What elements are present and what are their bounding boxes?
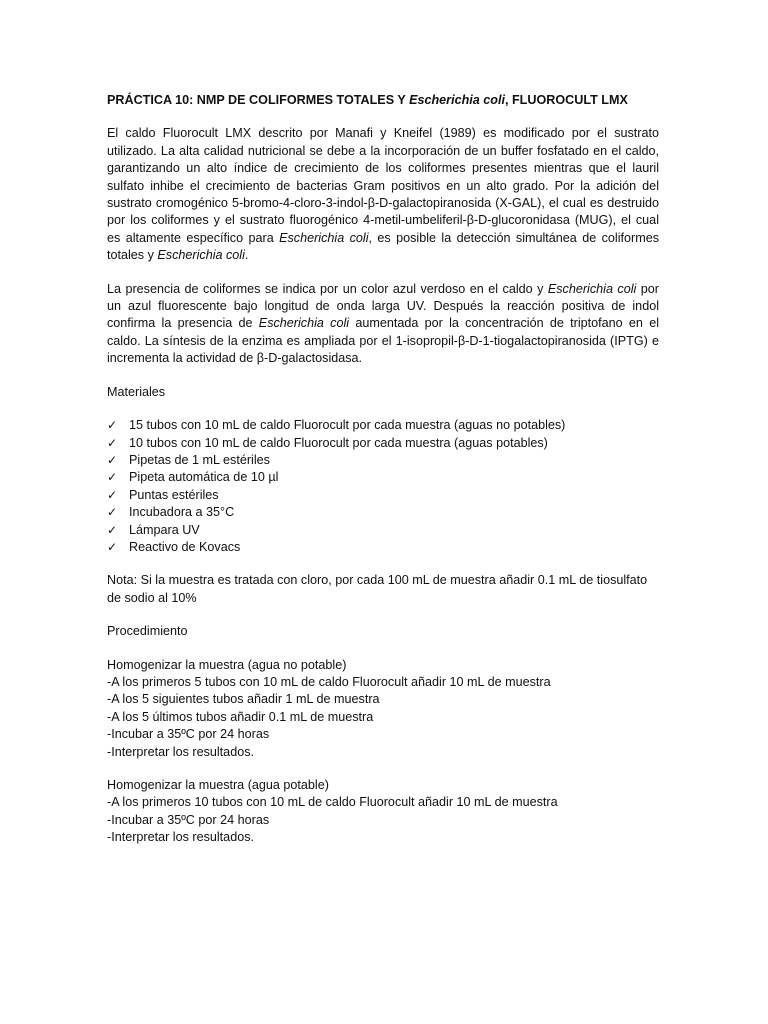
- procedure-step: -A los primeros 5 tubos con 10 mL de caldo Fluorocult añadir 10 mL de muestra: [107, 674, 551, 689]
- list-item: ✓ Puntas estériles: [107, 487, 659, 504]
- procedure-step: -A los 5 últimos tubos añadir 0.1 mL de muestra: [107, 709, 374, 724]
- procedure-step: Homogenizar la muestra (agua potable): [107, 778, 329, 792]
- document-page: [107, 92, 659, 863]
- procedure-potable: [107, 777, 659, 847]
- checkmark-icon: ✓: [107, 418, 118, 433]
- procedure-step: -Incubar a 35ºC por 24 horas: [107, 727, 270, 742]
- procedure-step: -A los 5 siguientes tubos añadir 1 mL de muestra: [107, 692, 380, 707]
- list-item: ✓ Pipeta automática de 10 µl: [107, 469, 659, 486]
- checkmark-icon: ✓: [107, 539, 118, 554]
- materials-list: [107, 417, 659, 556]
- checkmark-icon: ✓: [107, 522, 118, 537]
- list-item: ✓ 15 tubos con 10 mL de caldo Fluorocult por cada muestra (aguas no potables): [107, 417, 659, 434]
- list-item: ✓ 10 tubos con 10 mL de caldo Fluorocult por cada muestra (aguas potables): [107, 435, 659, 452]
- procedure-non-potable: [107, 657, 659, 761]
- checkmark-icon: ✓: [107, 487, 118, 502]
- intro-paragraph: El caldo Fluorocult LMX descrito por Manafi y Kneifel (1989) es modificado por el sustrato utilizado. La alta calidad nutricional se debe a la incorporación de un buffer fosfatado en el caldo, garantizando un alto índice de crecimiento de los coliformes presentes mientras que el lauril sulfato inhibe el crecimiento de bacterias Gram positivos en un alto grado. Por la adición del sustrato cromogénico 5-bromo-4-cloro-3-indol-β-D-galactopiranosida (X-GAL), el cual es destruido por los coliformes y el sustrato fluorogénico 4-metil-umbeliferil-β-D-glucoronidasa (MUG), el cual es altamente específico para Escherichia coli, es posible la detección simultánea de coliformes totales y Escherichia coli.: [107, 126, 659, 263]
- materials-heading: Materiales: [107, 384, 166, 399]
- checkmark-icon: ✓: [107, 435, 118, 450]
- procedure-step: Homogenizar la muestra (agua no potable): [107, 657, 347, 672]
- procedure-heading: Procedimiento: [107, 624, 188, 639]
- chlorine-note: Nota: Si la muestra es tratada con cloro, por cada 100 mL de muestra añadir 0.1 mL de tiosulfato de sodio al 10%: [107, 573, 648, 605]
- list-item: ✓ Pipetas de 1 mL estériles: [107, 452, 659, 469]
- checkmark-icon: ✓: [107, 452, 118, 467]
- checkmark-icon: ✓: [107, 470, 118, 485]
- list-item: ✓ Reactivo de Kovacs: [107, 539, 659, 556]
- checkmark-icon: ✓: [107, 505, 118, 520]
- procedure-step: -A los primeros 10 tubos con 10 mL de caldo Fluorocult añadir 10 mL de muestra: [107, 795, 558, 810]
- detection-paragraph: La presencia de coliformes se indica por un color azul verdoso en el caldo y Escherichia coli por un azul fluorescente bajo longitud de onda larga UV. Después la reacción positiva de indol confirma la presencia de Escherichia coli aumentada por la concentración de triptofano en el caldo. La síntesis de la enzima es ampliada por el 1-isopropil-β-D-1-tiogalactopiranosida (IPTG) e incrementa la actividad de β-D-galactosidasa.: [107, 281, 659, 366]
- procedure-step: -Interpretar los resultados.: [107, 744, 254, 759]
- procedure-step: -Incubar a 35ºC por 24 horas: [107, 812, 270, 827]
- procedure-step: -Interpretar los resultados.: [107, 830, 254, 845]
- list-item: ✓ Lámpara UV: [107, 522, 659, 539]
- document-title: PRÁCTICA 10: NMP DE COLIFORMES TOTALES Y Escherichia coli, FLUOROCULT LMX: [107, 93, 628, 107]
- list-item: ✓ Incubadora a 35°C: [107, 504, 659, 521]
